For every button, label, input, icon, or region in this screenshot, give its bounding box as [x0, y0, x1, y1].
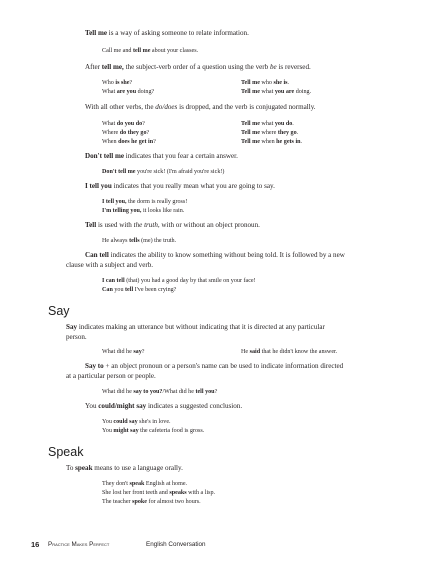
- example-sentence: They don't speak English at home.: [102, 481, 188, 487]
- series-title: Practice Makes Perfect: [48, 541, 110, 548]
- example-sentence: He always tells (me) the truth.: [102, 238, 177, 244]
- example-question: What do you do?: [102, 121, 145, 127]
- dont-tell-me-definition: Don't tell me indicates that you fear a certain answer.: [85, 152, 238, 160]
- example-sentence: I'm telling you, it looks like rain.: [102, 208, 185, 214]
- example-sentence: He said that he didn't know the answer.: [241, 349, 338, 355]
- book-title: English Conversation: [146, 541, 206, 548]
- example-sentence: Can you tell I've been crying?: [102, 287, 177, 293]
- example-tell-me: Tell me when he gets in.: [241, 139, 303, 145]
- example-sentence: The teacher spoke for almost two hours.: [102, 499, 201, 505]
- example-tell-me: Tell me where they go.: [241, 130, 299, 136]
- say-definition: Say indicates making an utterance but without indicating that it is directed at any particular: [66, 323, 325, 331]
- example-sentence: What did he say to you?/What did he tell you?: [102, 389, 218, 395]
- page-number: 16: [31, 540, 40, 549]
- example-question: Who is she?: [102, 80, 133, 86]
- can-tell-definition: Can tell indicates the ability to know something without being told. It is followed by a new: [85, 251, 345, 259]
- example-sentence: You could say she's in love.: [102, 419, 171, 425]
- i-tell-you-definition: I tell you indicates that you really mean what you are going to say.: [85, 182, 275, 190]
- example-sentence: She lost her front teeth and speaks with a lisp.: [102, 490, 216, 496]
- speak-heading: Speak: [48, 445, 84, 459]
- example-tell-me: Tell me what you are doing.: [241, 89, 312, 95]
- example-sentence: You might say the cafeteria food is gross.: [102, 428, 205, 434]
- say-to-definition-cont: at a particular person or people.: [66, 372, 156, 380]
- example-sentence: Call me and tell me about your classes.: [102, 48, 199, 54]
- other-verbs-paragraph: With all other verbs, the do/does is dropped, and the verb is conjugated normally.: [85, 103, 316, 111]
- speak-definition: To speak means to use a language orally.: [66, 464, 183, 472]
- example-question: What did he say?: [102, 349, 145, 355]
- could-say-definition: You could/might say indicates a suggested conclusion.: [85, 402, 243, 410]
- example-sentence: I tell you, the dorm is really gross!: [102, 199, 188, 205]
- tell-truth-definition: Tell is used with the truth, with or without an object pronoun.: [85, 221, 260, 229]
- say-heading: Say: [48, 304, 70, 318]
- example-question: When does he get in?: [102, 139, 156, 145]
- example-tell-me: Tell me who she is.: [241, 80, 290, 86]
- can-tell-definition-cont: clause with a subject and verb.: [66, 261, 154, 269]
- tell-me-definition: Tell me is a way of asking someone to relate information.: [85, 29, 249, 37]
- say-to-definition: Say to + an object pronoun or a person's name can be used to indicate information directed: [85, 362, 344, 370]
- say-definition-cont: person.: [66, 333, 87, 341]
- example-tell-me: Tell me what you do.: [241, 121, 294, 127]
- example-sentence: Don't tell me you're sick! (I'm afraid you're sick!): [102, 169, 225, 175]
- example-sentence: I can tell (that) you had a good day by that smile on your face!: [102, 278, 256, 284]
- subject-verb-paragraph: After tell me, the subject-verb order of a question using the verb be is reversed.: [85, 63, 311, 71]
- example-question: Where do they go?: [102, 130, 150, 136]
- example-question: What are you doing?: [102, 89, 155, 95]
